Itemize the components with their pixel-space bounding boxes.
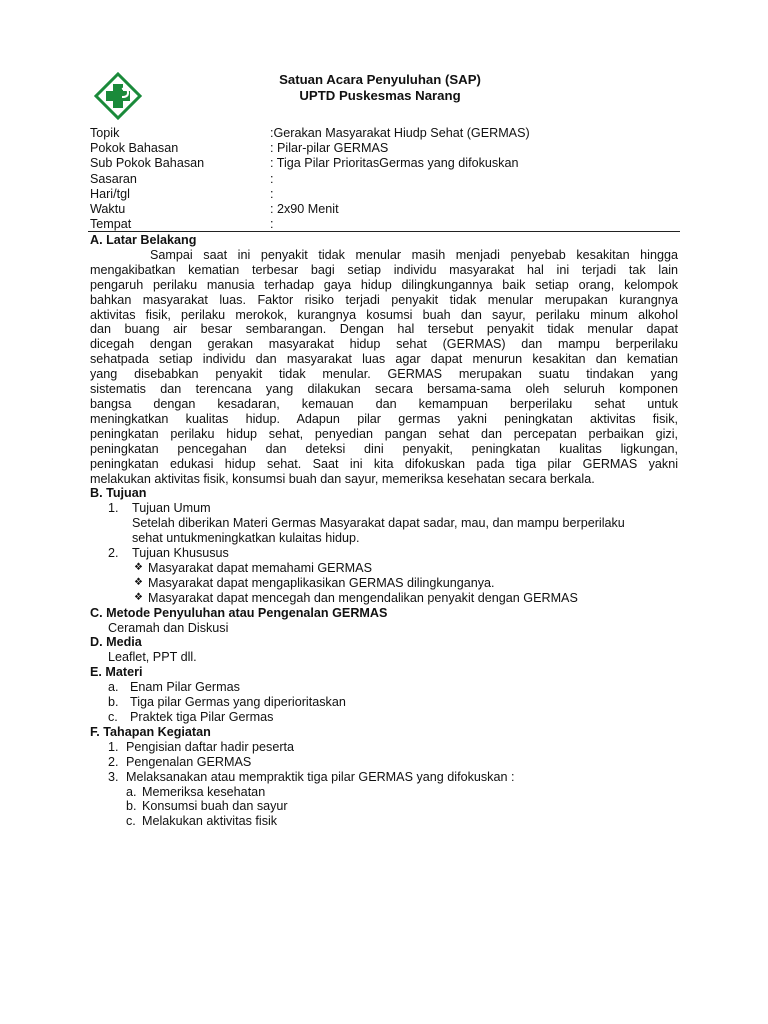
paragraph-line: bahkan masyarakat luas. Faktor risiko terjadi penyakit tidak menular merupakan kurangnya — [90, 292, 678, 307]
metode-text: Ceramah dan Diskusi — [108, 620, 229, 635]
list-marker: 1. — [108, 739, 119, 754]
materi-list — [90, 680, 678, 725]
info-label: Topik — [90, 126, 120, 140]
paragraph-line: Sampai saat ini penyakit tidak menular masih menjadi penyebab kesakitan hingga — [150, 247, 678, 262]
diamond-bullet-icon: ❖ — [134, 591, 143, 603]
bullet-text: Masyarakat dapat mencegah dan mengendalikan penyakit dengan GERMAS — [148, 590, 578, 605]
paragraph-line: sistematis dan terencana yang dilakukan secara bersama-sama oleh seluruh komponen — [90, 382, 678, 397]
sub-list-item — [90, 799, 678, 814]
paragraph-line: peningkatan perilaku hidup sehat, penyedian pangan sehat dan percepatan perbaikan gizi, — [90, 426, 678, 441]
paragraph-line: dicegah dengan gerakan masyarakat hidup sehat (GERMAS) dan mampu berperilaku — [90, 337, 678, 352]
bullet-text: Masyarakat dapat memahami GERMAS — [148, 560, 372, 575]
info-table — [90, 126, 680, 232]
list-item — [90, 695, 678, 710]
paragraph-line: aktivitas fisik, perilaku merokok, kurangnya kosumsi buah dan sayur, perilaku minum alkohol — [90, 307, 678, 322]
document-subtitle: UPTD Puskesmas Narang — [299, 88, 461, 103]
list-item — [90, 755, 678, 770]
paragraph-line: dan buang air besar sembarangan. Dengan hal tersebut penyakit tidak menular dapat — [90, 322, 678, 337]
list-item: 2. Tujuan Khususus — [108, 546, 229, 561]
paragraph-line: sehatpada setiap individu dan masyarakat luas agar dapat menurun kesakitan dan kematian — [90, 352, 678, 367]
info-row — [90, 156, 680, 171]
list-item: 1. Tujuan Umum — [108, 501, 211, 516]
section-title-d: D. Media — [90, 635, 142, 650]
list-item — [90, 680, 678, 695]
list-marker: c. — [108, 710, 118, 724]
list-text: Praktek tiga Pilar Germas — [130, 710, 274, 724]
list-marker: a. — [126, 784, 137, 799]
sub-list-item — [90, 814, 678, 829]
document-body — [90, 233, 678, 829]
paragraph-line: peningkatan pencegahan dan deteksi dini penyakit, peningkatan kualitas ligkungan, — [90, 441, 678, 456]
info-label: Hari/tgl — [90, 186, 130, 201]
info-value: :Gerakan Masyarakat Hiudp Sehat (GERMAS) — [270, 126, 530, 140]
bullet-item — [90, 591, 678, 606]
section-title-b: B. Tujuan — [90, 486, 147, 501]
paragraph-line: meningkatkan kualitas hidup. Adapun pilar germas yakni peningkatan aktivitas fisik, — [90, 411, 678, 426]
info-value: : Pilar-pilar GERMAS — [270, 141, 389, 156]
info-value: : — [270, 171, 274, 186]
tahapan-sub-list — [90, 785, 678, 830]
list-marker: 2. — [108, 754, 119, 769]
tujuan-umum-text-2: sehat untukmeningkatkan kulaitas hidup. — [132, 531, 360, 546]
bullet-item — [90, 576, 678, 591]
paragraph-line: peningkatan edukasi hidup sehat. Saat ini kita difokuskan pada tiga pilar GERMAS yakni — [90, 456, 678, 471]
info-label: Sub Pokok Bahasan — [90, 156, 205, 171]
list-item — [90, 770, 678, 785]
list-item — [90, 740, 678, 755]
paragraph-line: melakukan aktivitas fisik, konsumsi buah dan sayur, memeriksa kesehatan secara berkala. — [90, 471, 595, 486]
info-label: Sasaran — [90, 171, 137, 186]
list-text: Memeriksa kesehatan — [142, 784, 266, 799]
list-marker: 3. — [108, 769, 119, 784]
tujuan-umum-text: Setelah diberikan Materi Germas Masyarakat dapat sadar, mau, dan mampu berperilaku — [132, 516, 625, 531]
section-title-a: A. Latar Belakang — [90, 233, 197, 247]
list-item — [90, 710, 678, 725]
diamond-bullet-icon: ❖ — [134, 576, 143, 588]
puskesmas-logo-icon — [94, 72, 142, 120]
info-value: : — [270, 217, 274, 232]
list-text: Enam Pilar Germas — [130, 680, 240, 695]
info-value: : 2x90 Menit — [270, 201, 339, 216]
list-text: Konsumsi buah dan sayur — [142, 799, 288, 814]
paragraph-line: yang disebabkan penyakit tidak menular. GERMAS merupakan suatu tindakan yang — [90, 367, 678, 382]
list-text: Melaksanakan atau mempraktik tiga pilar GERMAS yang difokuskan : — [126, 769, 515, 784]
info-row — [90, 141, 680, 156]
tujuan-khusus-list — [90, 561, 678, 606]
list-text: Melakukan aktivitas fisik — [142, 814, 278, 829]
info-row — [90, 187, 680, 202]
list-text: Tiga pilar Germas yang diperioritaskan — [130, 695, 346, 710]
bullet-item — [90, 561, 678, 576]
info-label: Tempat — [90, 217, 132, 232]
tahapan-list — [90, 740, 678, 785]
info-row — [90, 126, 680, 141]
info-row — [90, 202, 680, 217]
paragraph-line: mengakibatkan kematian terbesar bagi setiap individu masyarakat hal ini terjadi tak lain — [90, 262, 678, 277]
latar-belakang-paragraph — [90, 248, 678, 487]
info-value: : Tiga Pilar PrioritasGermas yang difokuskan — [270, 156, 519, 171]
list-text: Pengisian daftar hadir peserta — [126, 739, 295, 754]
info-value: : — [270, 186, 274, 201]
list-marker: c. — [126, 814, 136, 829]
document-title: Satuan Acara Penyuluhan (SAP) — [279, 72, 481, 87]
info-label: Pokok Bahasan — [90, 141, 179, 156]
sub-list-item — [90, 785, 678, 800]
info-label: Waktu — [90, 201, 126, 216]
list-marker: b. — [108, 695, 119, 710]
section-title-e: E. Materi — [90, 665, 143, 680]
list-marker: a. — [108, 680, 119, 695]
divider — [88, 231, 680, 232]
media-text: Leaflet, PPT dll. — [108, 650, 197, 665]
section-title-f: F. Tahapan Kegiatan — [90, 724, 211, 739]
list-text: Pengenalan GERMAS — [126, 754, 252, 769]
paragraph-line: bangsa dengan kesadaran, kemauan dan kemampuan berperilaku sehat untuk — [90, 396, 678, 411]
diamond-bullet-icon: ❖ — [134, 561, 143, 573]
paragraph-line: pengaruh perilaku manusia terhadap gaya hidup dilingkungannya baik setiap orang, kelompok — [90, 277, 678, 292]
section-title-c: C. Metode Penyuluhan atau Pengenalan GERMAS — [90, 605, 388, 620]
info-row — [90, 172, 680, 187]
bullet-text: Masyarakat dapat mengaplikasikan GERMAS dilingkunganya. — [148, 575, 495, 590]
list-marker: b. — [126, 799, 137, 814]
